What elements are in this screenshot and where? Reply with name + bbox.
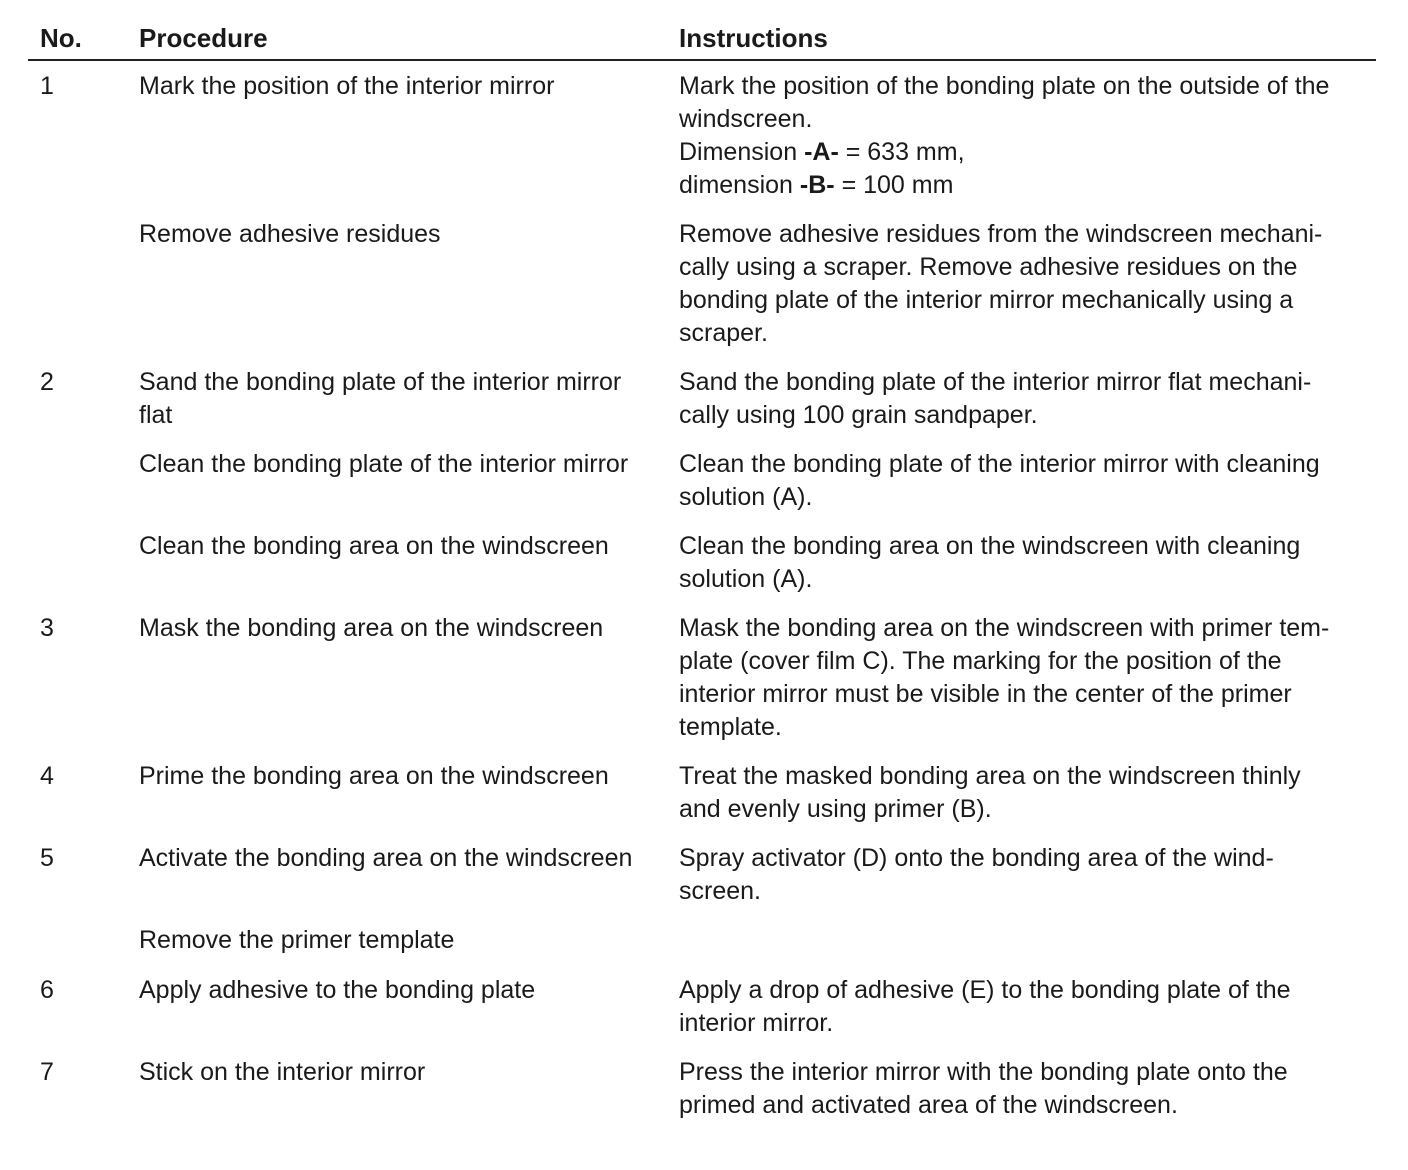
- step-number: 2: [40, 368, 54, 396]
- instruction-line: cally using 100 grain sandpaper.: [679, 401, 1038, 429]
- instruction-line: Apply a drop of adhesive (E) to the bonding plate of the: [679, 976, 1291, 1004]
- instruction-line: Clean the bonding area on the windscreen with cleaning: [679, 532, 1301, 560]
- procedure-cell: [139, 974, 664, 1007]
- instruction-line: interior mirror must be visible in the center of the primer: [679, 680, 1292, 708]
- instructions-cell: [679, 70, 1379, 202]
- procedure-line: Mark the position of the interior mirror: [139, 72, 555, 100]
- procedure-cell: [139, 842, 664, 875]
- procedure-cell: [139, 366, 664, 432]
- instructions-cell: [679, 530, 1379, 596]
- step-number: 6: [40, 976, 54, 1004]
- procedure-line: Prime the bonding area on the windscreen: [139, 762, 609, 790]
- step-number: 1: [40, 72, 54, 100]
- dimension-b-prefix: dimension: [679, 171, 800, 199]
- procedure-line: Stick on the interior mirror: [139, 1058, 426, 1086]
- instruction-line: Spray activator (D) onto the bonding area of the wind-: [679, 844, 1274, 872]
- instruction-line: plate (cover film C). The marking for the position of the: [679, 647, 1282, 675]
- procedure-cell: [139, 448, 664, 481]
- instructions-cell: [679, 760, 1379, 826]
- dimension-a-label: -A-: [804, 138, 839, 166]
- step-number: 5: [40, 844, 54, 872]
- procedure-line: Remove adhesive residues: [139, 220, 441, 248]
- instructions-cell: [679, 974, 1379, 1040]
- procedure-cell: [139, 70, 664, 103]
- procedure-line: Sand the bonding plate of the interior mirror: [139, 368, 622, 396]
- instruction-line: primed and activated area of the windscreen.: [679, 1091, 1178, 1119]
- instruction-line: Remove adhesive residues from the windscreen mechani-: [679, 220, 1323, 248]
- dimension-a-line: [679, 136, 1379, 169]
- instruction-line: Treat the masked bonding area on the windscreen thinly: [679, 762, 1301, 790]
- procedure-line: Clean the bonding plate of the interior mirror: [139, 450, 629, 478]
- table-header: [0, 18, 1408, 60]
- instruction-line: solution (A).: [679, 483, 813, 511]
- dimension-b-line: [679, 169, 1379, 202]
- instruction-line: and evenly using primer (B).: [679, 795, 992, 823]
- instruction-line: Press the interior mirror with the bonding plate onto the: [679, 1058, 1288, 1086]
- header-divider: [28, 59, 1376, 61]
- instruction-line: interior mirror.: [679, 1009, 834, 1037]
- dimension-b-value: = 100 mm: [834, 171, 954, 199]
- procedure-cell: [139, 530, 664, 563]
- instruction-line: Sand the bonding plate of the interior mirror flat mechani-: [679, 368, 1312, 396]
- instructions-cell: [679, 1056, 1379, 1122]
- instruction-line: scraper.: [679, 319, 768, 347]
- procedure-line: Activate the bonding area on the windscreen: [139, 844, 633, 872]
- instruction-line: cally using a scraper. Remove adhesive residues on the: [679, 253, 1298, 281]
- procedure-line: Remove the primer template: [139, 926, 455, 954]
- procedure-line: Apply adhesive to the bonding plate: [139, 976, 536, 1004]
- step-number: 3: [40, 614, 54, 642]
- instructions-cell: [679, 842, 1379, 908]
- instruction-line: bonding plate of the interior mirror mechanically using a: [679, 286, 1294, 314]
- procedure-line: Mask the bonding area on the windscreen: [139, 614, 604, 642]
- step-number: 4: [40, 762, 54, 790]
- instruction-line: Mask the bonding area on the windscreen with primer tem-: [679, 614, 1330, 642]
- instruction-line: screen.: [679, 877, 761, 905]
- procedure-cell: [139, 760, 664, 793]
- instructions-cell: [679, 448, 1379, 514]
- dimension-a-prefix: Dimension: [679, 138, 805, 166]
- dimension-b-label: -B-: [799, 171, 835, 199]
- instructions-cell: [679, 218, 1379, 350]
- instructions-cell: [679, 366, 1379, 432]
- step-number: 7: [40, 1058, 54, 1086]
- column-header-procedure: Procedure: [139, 23, 268, 53]
- procedure-cell: [139, 218, 664, 251]
- procedure-cell: [139, 924, 664, 957]
- procedure-line: flat: [139, 401, 173, 429]
- instructions-cell: [679, 612, 1379, 744]
- instruction-line: windscreen.: [679, 105, 813, 133]
- procedure-cell: [139, 612, 664, 645]
- column-header-instructions: Instructions: [679, 23, 828, 53]
- procedure-cell: [139, 1056, 664, 1089]
- instruction-line: template.: [679, 713, 782, 741]
- column-header-no: No.: [40, 23, 82, 53]
- dimension-a-value: = 633 mm,: [838, 138, 965, 166]
- instruction-line: Mark the position of the bonding plate on the outside of the: [679, 72, 1330, 100]
- instruction-line: Clean the bonding plate of the interior mirror with cleaning: [679, 450, 1320, 478]
- procedure-line: Clean the bonding area on the windscreen: [139, 532, 609, 560]
- instruction-line: solution (A).: [679, 565, 813, 593]
